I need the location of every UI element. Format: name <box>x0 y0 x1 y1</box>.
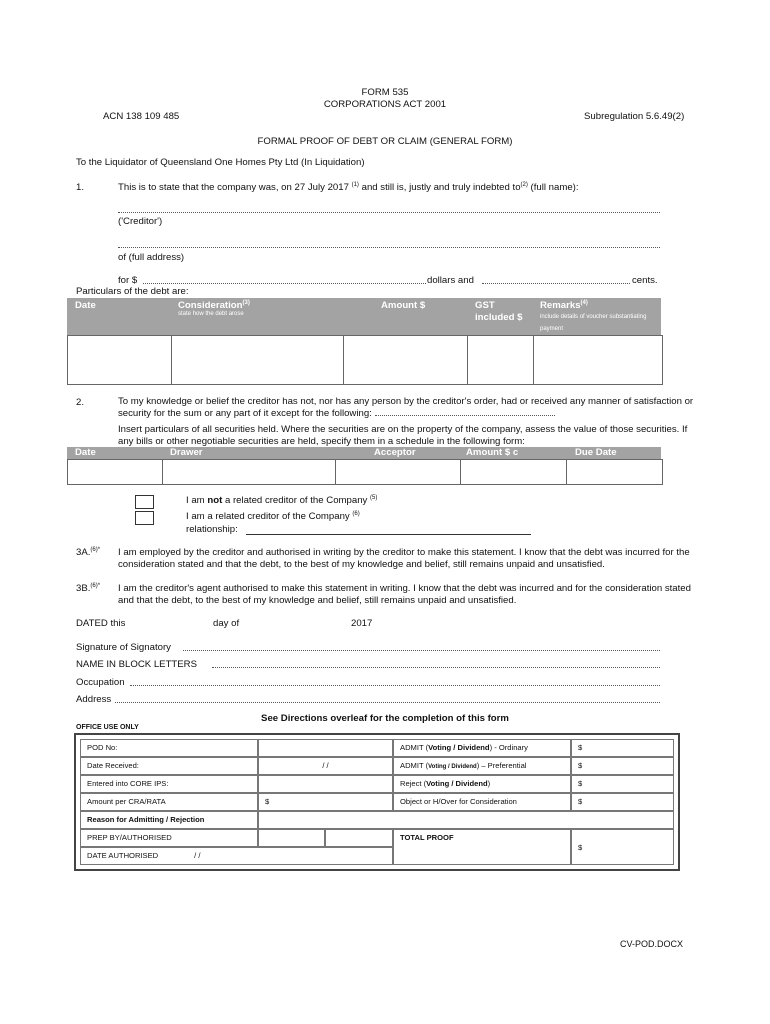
reason-label: Reason for Admitting / Rejection <box>80 811 258 829</box>
name-label: NAME IN BLOCK LETTERS <box>76 659 198 670</box>
signature-address-label: Address <box>76 694 112 705</box>
amount-cra-label: Amount per CRA/RATA <box>80 793 258 811</box>
for-dollar-label: for $ <box>118 275 138 286</box>
col-amount-c: Amount $ c <box>466 447 519 458</box>
dollars-label: dollars and <box>427 275 474 286</box>
addressee: To the Liquidator of Queensland One Homes Pty Ltd (In Liquidation) <box>76 157 365 168</box>
signature-address-line[interactable] <box>115 702 660 703</box>
date-authorised-label: DATE AUTHORISED / / <box>80 847 393 865</box>
securities-table-body[interactable] <box>67 459 663 485</box>
address-label: of (full address) <box>118 252 185 263</box>
creditor-label: ('Creditor') <box>118 216 163 227</box>
prep-by-label: PREP BY/AUTHORISED <box>80 829 258 847</box>
authorised-field[interactable] <box>325 829 393 847</box>
section-2-text: To my knowledge or belief the creditor has not, nor has any person by the creditor's order, had or received any manner of satisfaction or security for the sum or any part of it except for the following: <box>118 396 694 419</box>
securities-table-header <box>67 447 661 459</box>
creditor-name-line[interactable] <box>118 212 660 213</box>
object-label: Object or H/Over for Consideration <box>393 793 571 811</box>
day-of-label: day of <box>213 618 240 629</box>
col-gst: GST included $ <box>475 300 523 323</box>
dollars-line[interactable] <box>143 283 426 284</box>
form-number: FORM 535 <box>361 87 409 98</box>
office-use-table <box>74 733 680 871</box>
admit-preferential-amount[interactable]: $ <box>571 757 674 775</box>
act-name: CORPORATIONS ACT 2001 <box>323 99 447 110</box>
section-1-text: This is to state that the company was, on 27 July 2017 $^{(1)}$ and still is, justly and truly indebted $to^{(2)}$ (full name): <box>118 182 579 194</box>
name-line[interactable] <box>212 667 660 668</box>
date-received-field[interactable]: / / <box>258 757 393 775</box>
occupation-label: Occupation <box>76 677 125 688</box>
signature-label: Signature of Signatory <box>76 642 171 653</box>
col-consideration: Consideration$^{(3)}$ <box>178 300 250 312</box>
securities-instructions: Insert particulars of all securities held. Where the securities are on the property of the company, assess the value of those securities. If any bills or other negotiable securities are held, specify them in a schedule in the following form: <box>118 424 688 447</box>
amount-cra-field[interactable]: $ <box>258 793 393 811</box>
is-related-checkbox[interactable] <box>135 511 154 525</box>
pod-no-field[interactable] <box>258 739 393 757</box>
reject-amount[interactable]: $ <box>571 775 674 793</box>
admit-preferential-label: ADMIT (Voting / Dividend) – Preferential <box>393 757 571 775</box>
debt-table-header <box>67 298 661 335</box>
relationship-label: relationship: <box>186 524 238 535</box>
reason-field[interactable] <box>258 811 674 829</box>
section-3b-text: I am the creditor's agent authorised to make this statement in writing. I know that the debt was incurred and for the consideration stated and that the debt, to the best of my knowledge and belief, still remains unpaid and unsatisfied. <box>118 583 691 606</box>
debt-table-body[interactable] <box>67 335 663 385</box>
col-amount: Amount $ <box>381 300 426 311</box>
creditor-address-line[interactable] <box>118 247 660 248</box>
dated-label: DATED this <box>76 618 126 629</box>
pod-no-label: POD No: <box>80 739 258 757</box>
subregulation: Subregulation 5.6.49(2) <box>584 111 685 122</box>
office-use-title: OFFICE USE ONLY <box>76 724 139 731</box>
not-related-checkbox[interactable] <box>135 495 154 509</box>
col-consideration-note: state how the debt arose <box>178 311 244 317</box>
not-related-label: I am not a related creditor of the Company $^{(5)}$ <box>186 495 378 507</box>
col-sec-date: Date <box>75 447 96 458</box>
section-3a-text: I am employed by the creditor and authorised in writing by the creditor to make this statement. I know that the debt was incurred for the consideration stated and that the debt, to the best of my knowledge and belief, still remains unpaid and unsatisfied. <box>118 547 690 570</box>
col-due-date: Due Date <box>575 447 617 458</box>
relationship-line[interactable] <box>246 534 531 535</box>
col-acceptor: Acceptor <box>374 447 416 458</box>
date-received-label: Date Received: <box>80 757 258 775</box>
section-2-number: 2. <box>76 397 85 408</box>
object-amount[interactable]: $ <box>571 793 674 811</box>
col-date: Date <box>75 300 96 311</box>
total-proof-label: TOTAL PROOF <box>393 829 571 865</box>
cents-line[interactable] <box>482 283 630 284</box>
prep-by-field[interactable] <box>258 829 325 847</box>
entered-core-field[interactable] <box>258 775 393 793</box>
total-proof-amount[interactable]: $ <box>571 829 674 865</box>
is-related-label: I am a related creditor of the Company $^{(6)}$ <box>186 511 360 523</box>
acn: ACN 138 109 485 <box>103 111 180 122</box>
section-1-number: 1. <box>76 182 85 193</box>
footer-filename: CV-POD.DOCX <box>620 939 684 949</box>
admit-ordinary-label: ADMIT (Voting / Dividend) - Ordinary <box>393 739 571 757</box>
section-3b-label: 3B.$^{(6)*}$ <box>76 583 101 595</box>
occupation-line[interactable] <box>130 685 660 686</box>
admit-ordinary-amount[interactable]: $ <box>571 739 674 757</box>
particulars-label: Particulars of the debt are: <box>76 286 189 297</box>
col-remarks: Remarks$^{(4)}$ <box>540 300 588 312</box>
cents-label: cents. <box>632 275 658 286</box>
dated-year: 2017 <box>351 618 373 629</box>
col-remarks-note: include details of voucher substantiating payment <box>540 314 647 332</box>
reject-label: Reject (Voting / Dividend) <box>393 775 571 793</box>
section-3a-label: 3A.$^{(6)*}$ <box>76 547 101 559</box>
form-title: FORMAL PROOF OF DEBT OR CLAIM (GENERAL FORM) <box>257 136 513 147</box>
signature-line[interactable] <box>183 650 660 651</box>
entered-core-label: Entered into CORE IPS: <box>80 775 258 793</box>
col-drawer: Drawer <box>170 447 203 458</box>
directions-note: See Directions overleaf for the completion of this form <box>261 713 509 724</box>
